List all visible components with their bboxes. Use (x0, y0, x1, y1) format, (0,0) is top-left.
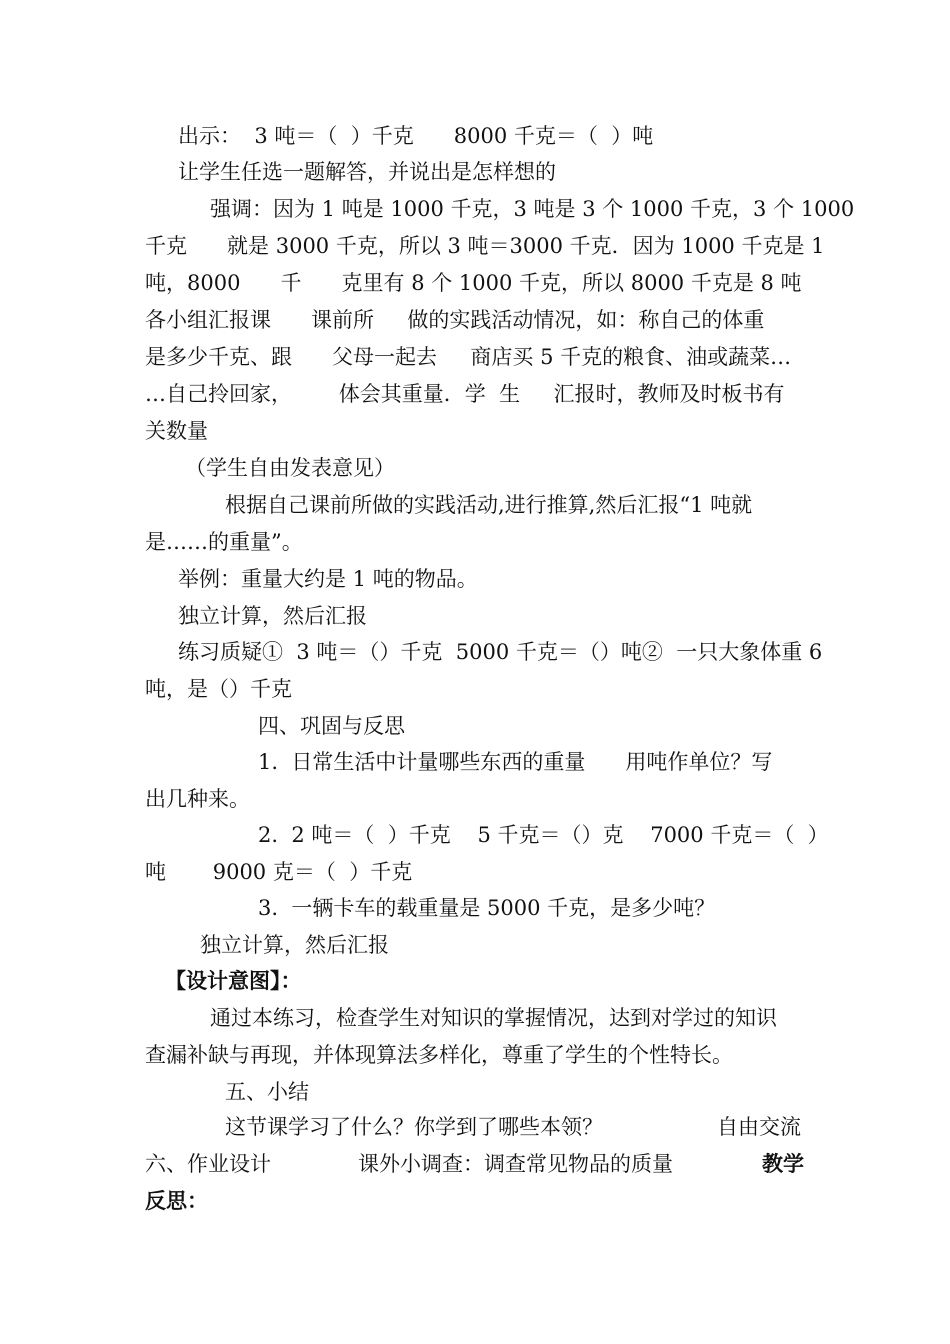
section-heading: 四、巩固与反思 (258, 714, 405, 738)
text-line: 查漏补缺与再现，并体现算法多样化，尊重了学生的个性特长。 (145, 1043, 733, 1067)
text-line: 是多少千克、跟 父母一起去 商店买 5 千克的粮食、油或蔬菜… (145, 345, 792, 369)
section-heading: 五、小结 (225, 1080, 309, 1104)
text-line: 这节课学习了什么？你学到了哪些本领？ (225, 1115, 603, 1139)
text-line: 千克 就是 3000 千克，所以 3 吨＝3000 千克．因为 1000 千克是 1 (145, 234, 825, 258)
text-line: 课外小调查：调查常见物品的质量 (358, 1152, 673, 1176)
text-line: 独立计算，然后汇报 (200, 933, 389, 957)
text-line: 吨 9000 克＝（ ）千克 (145, 860, 413, 884)
text-line: 3. 一辆卡车的载重量是 5000 千克，是多少吨？ (258, 896, 716, 920)
text-line: 2. 2 吨＝（ ）千克 5 千克＝（）克 7000 千克＝（ ） (258, 823, 829, 847)
text-line: 根据自己课前所做的实践活动,进行推算,然后汇报“1 吨就 (225, 493, 753, 517)
text-line: 吨，是（）千克 (145, 677, 292, 701)
text-line: 出示： 3 吨＝（ ）千克 8000 千克＝（ ）吨 (178, 124, 654, 148)
teaching-reflection-label: 教学 (762, 1151, 804, 1176)
text-line: 是……的重量”。 (145, 530, 303, 554)
text-line: （学生自由发表意见） (185, 456, 395, 480)
text-line: 关数量 (145, 419, 208, 443)
text-line: 让学生任选一题解答，并说出是怎样想的 (178, 160, 556, 184)
text-line: 出几种来。 (145, 787, 250, 811)
text-line: 举例：重量大约是 1 吨的物品。 (178, 567, 478, 591)
text-line: 独立计算，然后汇报 (178, 604, 367, 628)
text-line: 自由交流 (717, 1115, 801, 1139)
text-line: 练习质疑① 3 吨＝（）千克 5000 千克＝（）吨② 一只大象体重 6 (178, 640, 823, 664)
design-intent-heading: 【设计意图】： (165, 968, 302, 993)
text-line: 各小组汇报课 课前所 做的实践活动情况，如：称自己的体重 (145, 308, 765, 332)
teaching-reflection-label-cont: 反思： (145, 1188, 208, 1213)
text-line: …自己拎回家， 体会其重量．学 生 汇报时，教师及时板书有 (145, 382, 785, 406)
text-line: 吨，8000 千 克里有 8 个 1000 千克，所以 8000 千克是 8 吨 (145, 271, 802, 295)
text-line: 通过本练习，检查学生对知识的掌握情况，达到对学过的知识 (210, 1006, 777, 1030)
text-line: 1. 日常生活中计量哪些东西的重量 用吨作单位？写 (258, 750, 773, 774)
section-heading: 六、作业设计 (145, 1152, 271, 1176)
text-line: 强调：因为 1 吨是 1000 千克，3 吨是 3 个 1000 千克，3 个 1000 (210, 197, 855, 221)
